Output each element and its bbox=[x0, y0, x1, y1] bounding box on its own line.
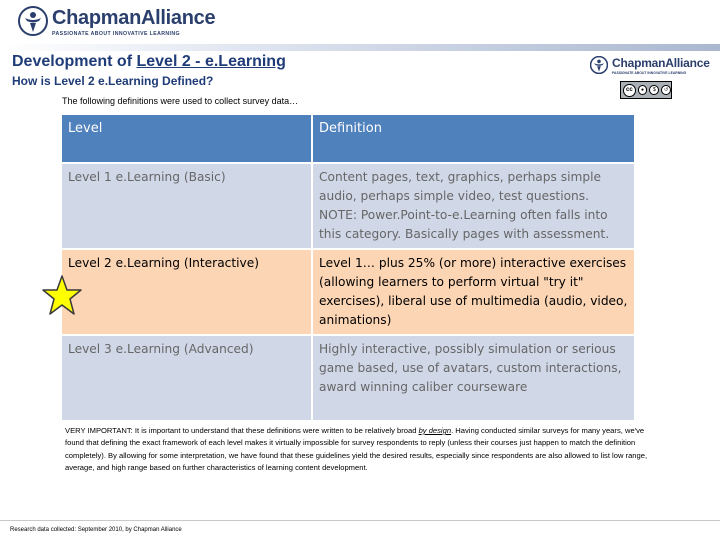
logo-name: ChapmanAlliance bbox=[52, 7, 216, 29]
table-row bbox=[62, 336, 634, 420]
logo-name-small: ChapmanAlliance bbox=[612, 56, 710, 70]
title-prefix: Development of bbox=[12, 53, 137, 70]
row-level: Level 2 e.Learning (Interactive) bbox=[62, 250, 311, 334]
chapman-alliance-logo-small bbox=[588, 54, 716, 78]
footer-credit: Research data collected: September 2010, by Chapman Alliance bbox=[10, 527, 182, 533]
row-definition: Highly interactive, possibly simulation or serious game based, use of avatars, custom interactions, award winning caliber courseware bbox=[313, 336, 634, 420]
star-icon bbox=[42, 274, 82, 318]
chapman-logo-icon bbox=[590, 56, 608, 74]
definitions-table bbox=[60, 113, 636, 422]
row-definition: Content pages, text, graphics, perhaps simple audio, perhaps simple video, test questions. NOTE: Power.Point-to-e.Learning often falls into this category. Basically pages with assessment. bbox=[313, 164, 634, 248]
chapman-logo-icon bbox=[18, 6, 48, 36]
row-level: Level 1 e.Learning (Basic) bbox=[62, 164, 311, 248]
cc-license-icon bbox=[620, 81, 672, 99]
table-row bbox=[62, 164, 634, 248]
intro-text: The following definitions were used to collect survey data… bbox=[62, 96, 299, 106]
row-level: Level 3 e.Learning (Advanced) bbox=[62, 336, 311, 420]
table-row-highlighted bbox=[62, 250, 634, 334]
note-emphasis: by design bbox=[418, 426, 452, 435]
logo-tagline-small: PASSIONATE ABOUT INNOVATIVE LEARNING bbox=[612, 71, 687, 75]
row-definition: Level 1… plus 25% (or more) interactive exercises (allowing learners to perform virtual "try it" exercises), liberal use of multimedia (audio, video, animations) bbox=[313, 250, 634, 334]
slide-title bbox=[12, 53, 286, 71]
share-alike-icon: ↺ bbox=[661, 85, 671, 95]
by-icon: ● bbox=[638, 85, 648, 95]
note-part1: VERY IMPORTANT: It is important to understand that these definitions were written to be relatively broad bbox=[65, 426, 419, 435]
title-underlined: Level 2 - e.Learning bbox=[136, 53, 286, 70]
cc-circle-icon: cc bbox=[623, 84, 636, 97]
header-definition: Definition bbox=[313, 115, 634, 162]
header-divider bbox=[0, 44, 720, 51]
chapman-alliance-logo bbox=[12, 4, 216, 40]
slide-subtitle: How is Level 2 e.Learning Defined? bbox=[12, 74, 214, 88]
logo-tagline: PASSIONATE ABOUT INNOVATIVE LEARNING bbox=[52, 31, 180, 37]
table-header-row bbox=[62, 115, 634, 162]
noncommercial-icon: $ bbox=[649, 85, 659, 95]
header-level: Level bbox=[62, 115, 311, 162]
footer-divider bbox=[0, 520, 720, 521]
note-part2: . Having conducted similar surveys for many years, we've found that defining the exact framework of each level makes it virtually impossible for survey respondents to reply (unless their courses just happen to match the definition completely). By allowing for some interpretation, we have found that these guidelines yield the desired results, especially since respondents are also allowed to list low range, average, and high range based on further characteristics of learning content development. bbox=[65, 426, 648, 473]
important-note bbox=[65, 425, 655, 475]
